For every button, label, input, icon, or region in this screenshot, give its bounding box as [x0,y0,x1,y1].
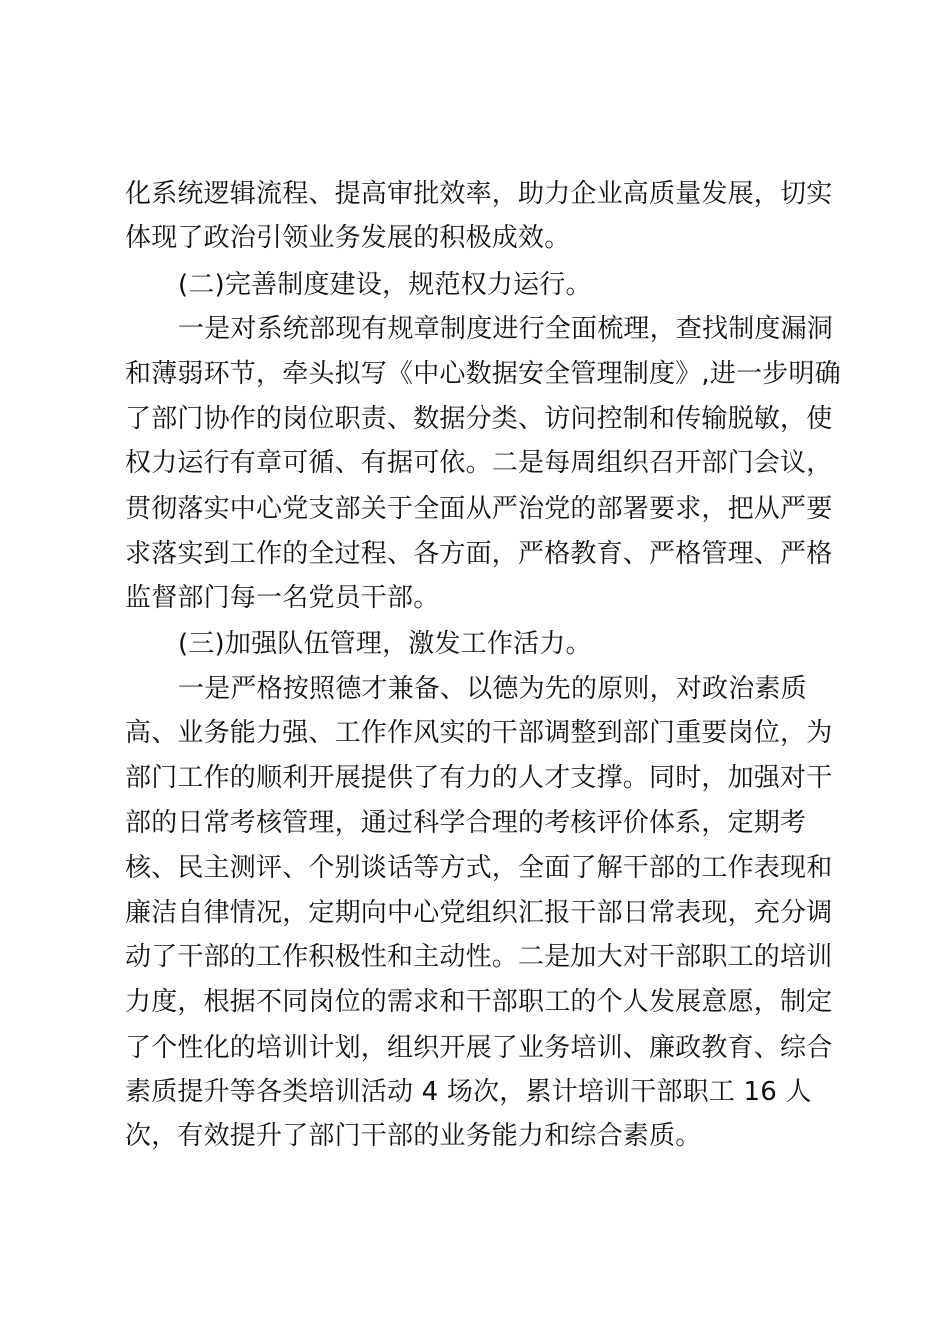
text-line: 部的日常考核管理，通过科学合理的考核评价体系，定期考 [125,808,807,838]
text-line: 素质提升等各类培训活动 4 场次，累计培训干部职工 16 人 [125,1077,812,1107]
text-line: 了个性化的培训计划，组织开展了业务培训、廉政教育、综合 [125,1033,833,1063]
text-line: 和薄弱环节，牵头拟写《中心数据安全管理制度》,进一步明确 [125,359,841,389]
text-line: 部门工作的顺利开展提供了有力的人才支撑。同时，加强对干 [125,763,833,793]
text-line: 监督部门每一名党员干部。 [125,583,440,613]
text-line: 核、民主测评、个别谈话等方式，全面了解干部的工作表现和 [125,853,833,883]
text-line: 廉洁自律情况，定期向中心党组织汇报干部日常表现，充分调 [125,898,833,928]
text-line: 一是对系统部现有规章制度进行全面梳理，查找制度漏洞 [178,314,834,344]
section-heading: (二)完善制度建设，规范权力运行。 [178,270,592,300]
text-line: 化系统逻辑流程、提高审批效率，助力企业高质量发展，切实 [125,179,833,209]
text-line: 贯彻落实中心党支部关于全面从严治党的部署要求，把从严要 [125,494,833,524]
text-line: 了部门协作的岗位职责、数据分类、访问控制和传输脱敏，使 [125,404,833,434]
text-line: 动了干部的工作积极性和主动性。二是加大对干部职工的培训 [125,942,833,972]
text-line: 高、业务能力强、工作作风实的干部调整到部门重要岗位，为 [125,718,833,748]
section-heading: (三)加强队伍管理，激发工作活力。 [178,629,592,659]
text-line: 权力运行有章可循、有据可依。二是每周组织召开部门会议， [125,448,833,478]
text-line: 力度，根据不同岗位的需求和干部职工的个人发展意愿，制定 [125,987,833,1017]
text-line: 次，有效提升了部门干部的业务能力和综合素质。 [125,1121,702,1151]
text-line: 一是严格按照德才兼备、以德为先的原则，对政治素质 [178,674,807,704]
text-line: 体现了政治引领业务发展的积极成效。 [125,223,571,253]
text-line: 求落实到工作的全过程、各方面，严格教育、严格管理、严格 [125,539,833,569]
